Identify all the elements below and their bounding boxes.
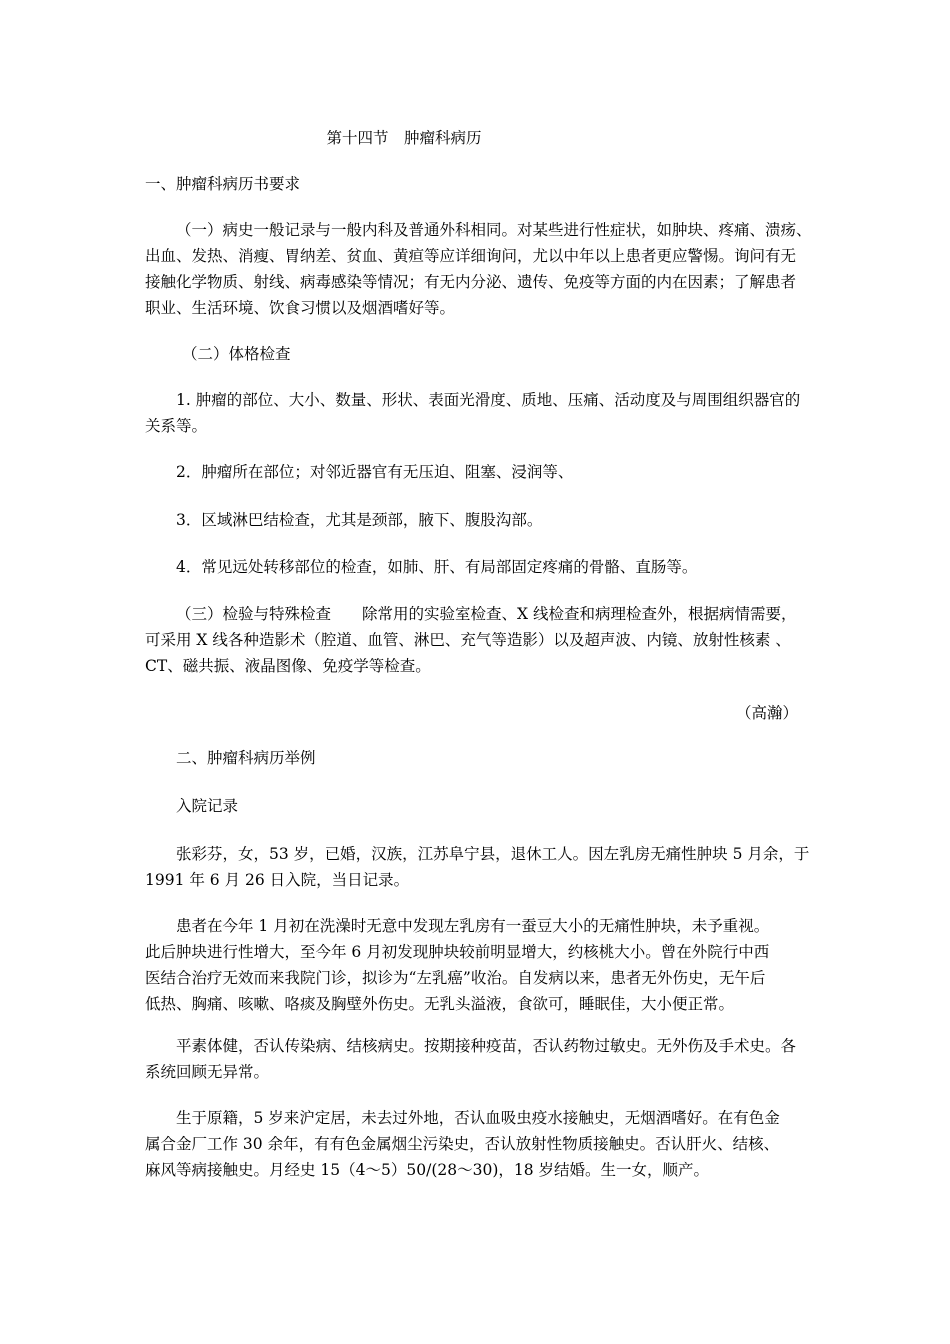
text-line: 张彩芬，女，53 岁，已婚，汉族，江苏阜宁县，退休工人。因左乳房无痛性肿块 5 月余，于: [176, 845, 810, 863]
text-line: 此后肿块进行性增大，至今年 6 月初发现肿块较前明显增大，约核桃大小。曾在外院行中西: [145, 943, 770, 961]
text-line: 患者在今年 1 月初在洗澡时无意中发现左乳房有一蚕豆大小的无痛性肿块，未予重视。: [176, 917, 770, 935]
text-line: 接触化学物质、射线、病毒感染等情况；有无内分泌、遗传、免疫等方面的内在因素；了解患者: [145, 273, 797, 291]
author-credit: （高瀚）: [735, 704, 798, 722]
paragraph-past-history: [145, 1033, 817, 1085]
admission-record-heading: 入院记录: [176, 797, 239, 815]
text-line: 麻风等病接触史。月经史 15（4～5）50/(28～30)，18 岁结婚。生一女，顺产。: [145, 1161, 710, 1179]
paragraph-exam-1: [145, 387, 817, 439]
section2-heading: 二、肿瘤科病历举例: [176, 749, 316, 767]
text-line: 生于原籍，5 岁来沪定居，未去过外地，否认血吸虫疫水接触史，无烟酒嗜好。在有色金: [176, 1109, 780, 1127]
text-line: CT、磁共振、液晶图像、免疫学等检查。: [145, 657, 431, 675]
paragraph-lab-tests: [145, 601, 817, 679]
text-line: （三）检验与特殊检查 除常用的实验室检查、X 线检查和病理检查外，根据病情需要，: [176, 605, 797, 623]
text-line: 职业、生活环境、饮食习惯以及烟酒嗜好等。: [145, 299, 456, 317]
paragraph-patient-info: [145, 841, 817, 893]
text-line: 系统回顾无异常。: [145, 1063, 270, 1081]
text-line: 1. 肿瘤的部位、大小、数量、形状、表面光滑度、质地、压痛、活动度及与周围组织器官的: [176, 391, 801, 409]
text-line: 属合金厂工作 30 余年，有有色金属烟尘污染史，否认放射性物质接触史。否认肝火、结核、: [145, 1135, 780, 1153]
text-line: （一）病史一般记录与一般内科及普通外科相同。对某些进行性症状，如肿块、疼痛、溃疡、: [176, 221, 812, 239]
subheading-physical-exam: （二）体格检查: [182, 345, 291, 363]
text-line: 医结合治疗无效而来我院门诊，拟诊为“左乳癌”收治。自发病以来，患者无外伤史，无午后: [145, 969, 766, 987]
paragraph-exam-2: 2．肿瘤所在部位；对邻近器官有无压迫、阻塞、浸润等、: [176, 463, 574, 481]
section1-heading: 一、肿瘤科病历书要求: [145, 175, 301, 193]
paragraph-exam-3: 3．区域淋巴结检查，尤其是颈部，腋下、腹股沟部。: [176, 511, 543, 529]
text-line: 出血、发热、消瘦、胃纳差、贫血、黄疸等应详细询问，尤以中年以上患者更应警惕。询问有无: [145, 247, 797, 265]
paragraph-present-illness: [145, 913, 817, 1017]
paragraph-history: [145, 217, 817, 321]
text-line: 关系等。: [145, 417, 208, 435]
section-title: 第十四节 肿瘤科病历: [326, 129, 482, 147]
paragraph-exam-4: 4．常见远处转移部位的检查，如肺、肝、有局部固定疼痛的骨骼、直肠等。: [176, 558, 698, 576]
text-line: 1991 年 6 月 26 日入院，当日记录。: [145, 871, 410, 889]
paragraph-personal-history: [145, 1105, 817, 1183]
text-line: 低热、胸痛、咳嗽、咯痰及胸壁外伤史。无乳头溢液，食欲可，睡眠佳，大小便正常。: [145, 995, 735, 1013]
text-line: 平素体健，否认传染病、结核病史。按期接种疫苗，否认药物过敏史。无外伤及手术史。各: [176, 1037, 797, 1055]
text-line: 可采用 X 线各种造影术（腔道、血管、淋巴、充气等造影）以及超声波、内镜、放射性核素 、: [145, 631, 791, 649]
